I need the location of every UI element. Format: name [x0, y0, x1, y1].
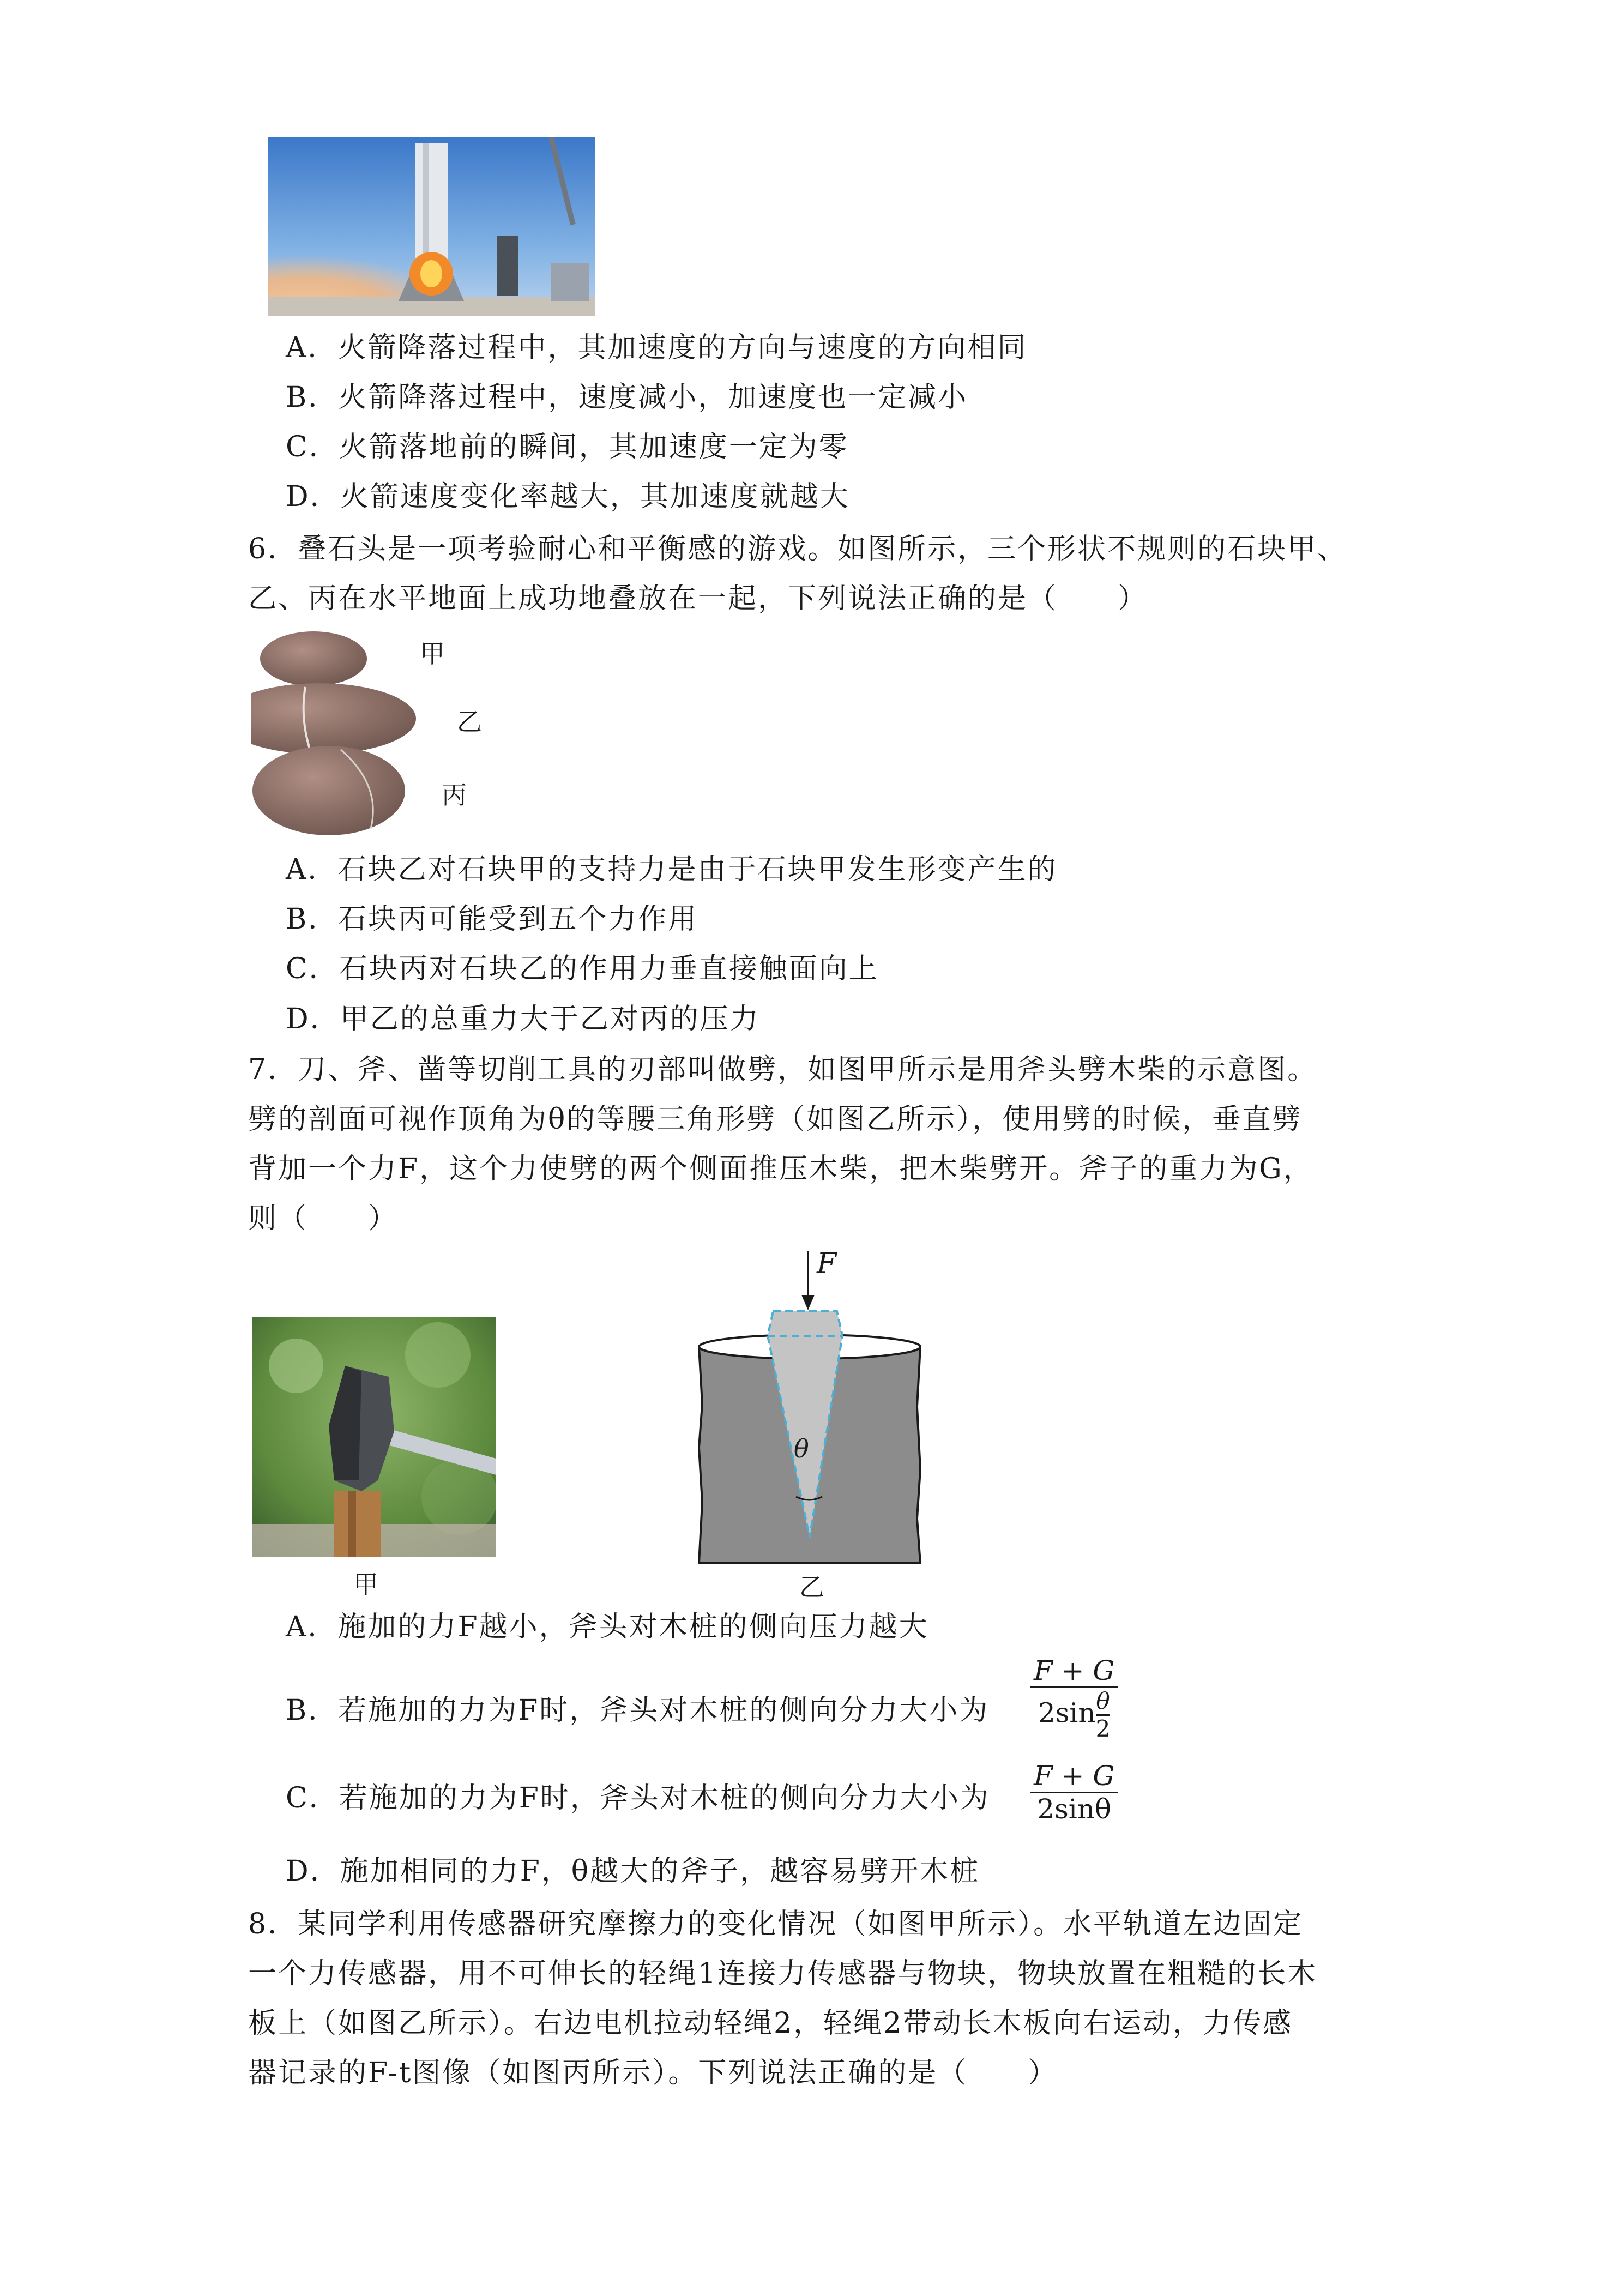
- force-label-f: F: [817, 1248, 837, 1280]
- fraction-c-numerator: F + G: [1030, 1760, 1118, 1793]
- q7-fraction-b: [1030, 1655, 1118, 1742]
- q5-option-b: B．火箭降落过程中，速度减小，加速度也一定减小: [286, 381, 968, 414]
- fraction-b-half-angle: [1096, 1688, 1111, 1742]
- angle-label-theta: θ: [794, 1434, 809, 1463]
- q6-option-d: D．甲乙的总重力大于乙对丙的压力: [286, 1003, 760, 1035]
- q6-stem-line-2: 乙、丙在水平地面上成功地叠放在一起，下列说法正确的是（ ）: [248, 582, 1148, 615]
- half-angle-top: θ: [1096, 1688, 1111, 1716]
- q5-option-a: A．火箭降落过程中，其加速度的方向与速度的方向相同: [286, 332, 1028, 364]
- q7-stem-line-2: 劈的剖面可视作顶角为θ的等腰三角形劈（如图乙所示），使用劈的时候，垂直劈: [248, 1103, 1303, 1136]
- stone-jia: [260, 631, 367, 686]
- fraction-b-denominator: [1030, 1688, 1118, 1742]
- axe-photo: [252, 1317, 496, 1557]
- fig-label-yi: 乙: [799, 1572, 824, 1602]
- stone-yi: [251, 683, 416, 754]
- q8-stem-line-3: 板上（如图乙所示）。右边电机拉动轻绳2，轻绳2带动长木板向右运动，力传感: [248, 2007, 1293, 2040]
- fraction-c-denominator: 2sinθ: [1037, 1793, 1112, 1825]
- q6-stem-line-1: 6．叠石头是一项考验耐心和平衡感的游戏。如图所示，三个形状不规则的石块甲、: [248, 533, 1348, 565]
- q8-stem-line-1: 8．某同学利用传感器研究摩擦力的变化情况（如图甲所示）。水平轨道左边固定: [248, 1908, 1304, 1941]
- q7-stem-line-4: 则（ ）: [248, 1202, 399, 1235]
- q8-stem-line-2: 一个力传感器，用不可伸长的轻绳1连接力传感器与物块，物块放置在粗糙的长木: [248, 1957, 1318, 1990]
- q6-option-a: A．石块乙对石块甲的支持力是由于石块甲发生形变产生的: [286, 853, 1058, 886]
- half-angle-bottom: 2: [1095, 1715, 1111, 1742]
- q5-option-d: D．火箭速度变化率越大，其加速度就越大: [286, 480, 850, 513]
- q6-option-b: B．石块丙可能受到五个力作用: [286, 903, 698, 936]
- q7-stem-line-3: 背加一个力F，这个力使劈的两个侧面推压木柴，把木柴劈开。斧子的重力为G，: [248, 1153, 1313, 1185]
- q7-fraction-c: [1030, 1760, 1118, 1825]
- q7-option-c: C．若施加的力为F时，斧头对木桩的侧向分力大小为: [286, 1782, 990, 1815]
- fraction-b-den-sin: 2sin: [1038, 1697, 1096, 1729]
- fraction-b-numerator: F + G: [1030, 1655, 1118, 1688]
- label-yi: 乙: [457, 707, 482, 737]
- label-bing: 丙: [442, 780, 467, 810]
- q7-option-b: B．若施加的力为F时，斧头对木桩的侧向分力大小为: [286, 1694, 990, 1727]
- rocket-photo: [268, 137, 595, 316]
- stone-bing: [252, 746, 405, 835]
- fig-label-jia: 甲: [353, 1570, 378, 1599]
- label-jia: 甲: [420, 639, 445, 668]
- q8-stem-line-4: 器记录的F-t图像（如图丙所示）。下列说法正确的是（ ）: [248, 2057, 1058, 2089]
- q6-option-c: C．石块丙对石块乙的作用力垂直接触面向上: [286, 953, 879, 985]
- wedge-diagram: [692, 1240, 927, 1568]
- q5-option-c: C．火箭落地前的瞬间，其加速度一定为零: [286, 431, 849, 463]
- q7-stem-line-1: 7．刀、斧、凿等切削工具的刃部叫做劈，如图甲所示是用斧头劈木柴的示意图。: [248, 1053, 1318, 1086]
- q7-option-a: A．施加的力F越小，斧头对木桩的侧向压力越大: [286, 1611, 929, 1643]
- q7-option-d: D．施加相同的力F，θ越大的斧子，越容易劈开木桩: [286, 1855, 980, 1888]
